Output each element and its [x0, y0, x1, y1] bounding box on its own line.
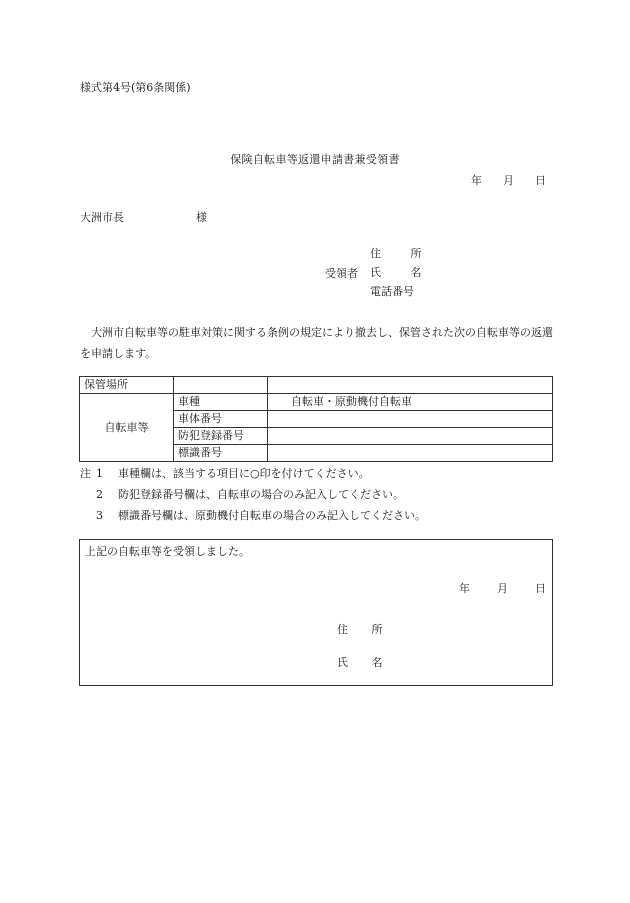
note-item [80, 488, 426, 509]
request-text: 大洲市自転車等の駐車対策に関する条例の規定により撤去し、保管された次の自転車等の返還を申請します。 [80, 326, 553, 360]
receipt-text: 上記の自転車等を受領しました。 [85, 545, 250, 558]
receipt-date [459, 582, 546, 596]
addressee-honorific: 様 [196, 211, 207, 224]
applicant-address-label: 住 所 [370, 247, 435, 260]
note-item [80, 509, 426, 530]
applicant-name-label: 氏 名 [370, 266, 435, 279]
note-number: 3 [96, 509, 103, 522]
table-row [80, 394, 553, 411]
note-text: 標識番号欄は、原動機付自転車の場合のみ記入してください。 [118, 509, 426, 522]
note-text: 防犯登録番号欄は、自転車の場合のみ記入してください。 [118, 488, 404, 501]
date-year: 年 [471, 174, 482, 187]
storage-value-cell-2[interactable] [268, 377, 553, 394]
notes [80, 467, 426, 530]
addressee-name: 大洲市長 [80, 211, 124, 224]
table-row [80, 377, 553, 394]
applicant-phone-label: 電話番号 [370, 285, 414, 298]
receipt-date-day: 日 [535, 582, 546, 595]
receipt-name-label: 氏 名 [337, 656, 393, 669]
note-text: 車種欄は、該当する項目に○印を付けてください。 [118, 467, 370, 480]
note-number: 2 [96, 488, 103, 501]
row-label-frame-number: 車体番号 [174, 411, 268, 428]
applicant-label: 受領者 [325, 267, 358, 280]
plate-number-value[interactable] [268, 445, 553, 462]
vehicle-table [79, 376, 553, 462]
row-label-plate-number: 標識番号 [174, 445, 268, 462]
receipt-date-year: 年 [459, 582, 470, 595]
document-title: 保険自転車等返還申請書兼受領書 [230, 153, 400, 166]
storage-label: 保管場所 [80, 377, 174, 394]
addressee [80, 211, 207, 225]
date-month: 月 [503, 174, 514, 187]
vehicle-group-label: 自転車等 [80, 394, 174, 462]
receipt-box [79, 539, 553, 686]
form-id: 様式第4号(第6条関係) [80, 81, 191, 94]
notes-prefix: 注 [80, 467, 91, 480]
row-label-vehicle-type: 車種 [174, 394, 268, 411]
receipt-address-label: 住 所 [337, 623, 393, 636]
row-label-crime-prevention-number: 防犯登録番号 [174, 428, 268, 445]
date-line [471, 174, 546, 188]
storage-value-cell[interactable] [174, 377, 268, 394]
crime-prevention-number-value[interactable] [268, 428, 553, 445]
date-day: 日 [535, 174, 546, 187]
note-item [80, 467, 426, 488]
note-number: 1 [96, 467, 103, 480]
receipt-date-month: 月 [497, 582, 508, 595]
vehicle-type-options[interactable]: 自転車・原動機付自転車 [268, 394, 553, 411]
frame-number-value[interactable] [268, 411, 553, 428]
